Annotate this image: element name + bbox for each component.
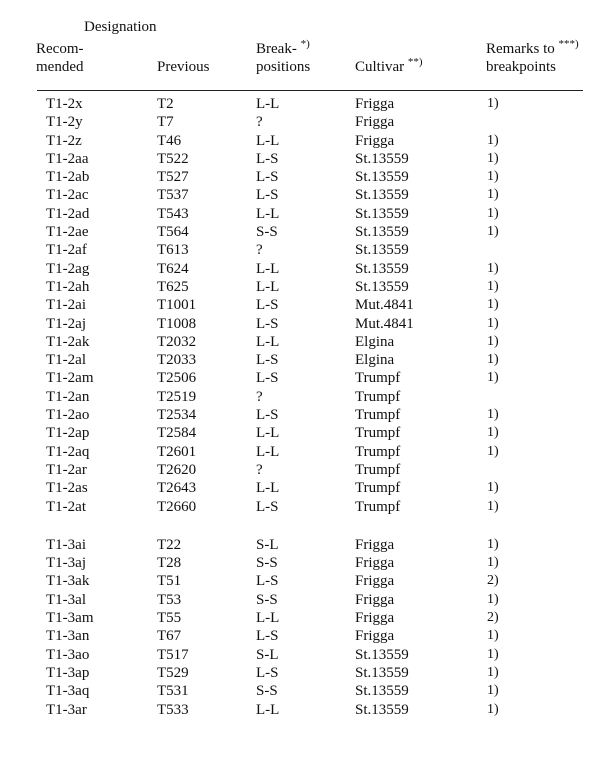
breakpositions-cell: S-S xyxy=(256,591,278,608)
remarks-footnote-mark: ***) xyxy=(558,38,579,50)
previous-cell: T46 xyxy=(157,132,182,149)
recommended-heading-line1: Recom- xyxy=(36,41,84,57)
cultivar-cell: St.13559 xyxy=(355,224,409,241)
remarks-cell: 1) xyxy=(487,370,499,386)
designation-heading: Designation xyxy=(84,19,157,35)
previous-cell: T537 xyxy=(157,187,189,204)
breakpositions-cell: L-L xyxy=(256,610,280,627)
previous-cell: T28 xyxy=(157,555,182,572)
recommended-cell: T1-2ab xyxy=(46,169,90,186)
table-row xyxy=(0,591,616,609)
recommended-cell: T1-2z xyxy=(46,132,82,149)
previous-cell: T7 xyxy=(157,114,174,131)
remarks-cell: 1) xyxy=(487,498,499,514)
table-row xyxy=(0,113,616,131)
previous-cell: T2 xyxy=(157,96,174,112)
cultivar-cell: St.13559 xyxy=(355,169,409,186)
table-row xyxy=(0,701,616,719)
recommended-cell: T1-2ae xyxy=(46,224,89,241)
previous-cell: T527 xyxy=(157,169,189,186)
remarks-heading-line2: breakpoints xyxy=(486,59,556,75)
previous-cell: T2534 xyxy=(157,407,197,424)
previous-cell: T55 xyxy=(157,610,182,627)
table-row xyxy=(0,369,616,387)
remarks-cell: 1) xyxy=(487,555,499,571)
breakpositions-cell: L-L xyxy=(256,96,280,112)
recommended-cell: T1-3ak xyxy=(46,573,90,590)
cultivar-cell: Trumpf xyxy=(355,388,401,405)
recommended-cell: T1-2ar xyxy=(46,461,87,478)
recommended-cell: T1-2aq xyxy=(46,443,90,460)
cultivar-cell: Elgina xyxy=(355,352,395,369)
table-row xyxy=(0,351,616,369)
breakpositions-cell: ? xyxy=(256,461,263,478)
break-heading-text: Break- xyxy=(256,41,297,57)
recommended-cell: T1-2ad xyxy=(46,205,90,222)
remarks-cell: 2) xyxy=(487,573,499,589)
cultivar-cell: Mut.4841 xyxy=(355,315,414,332)
breakpositions-cell: L-L xyxy=(256,132,280,149)
breakpositions-cell: S-S xyxy=(256,683,278,700)
table-row xyxy=(0,536,616,554)
break-footnote-mark: *) xyxy=(300,38,310,50)
table-row xyxy=(0,333,616,351)
recommended-cell: T1-3ao xyxy=(46,646,90,663)
breakpositions-cell: L-S xyxy=(256,407,279,424)
cultivar-cell: Trumpf xyxy=(355,407,401,424)
table-row xyxy=(0,223,616,241)
remarks-cell: 1) xyxy=(487,425,499,441)
breakpositions-cell: L-S xyxy=(256,628,279,645)
recommended-cell: T1-2x xyxy=(46,96,83,112)
recommended-cell: T1-2ac xyxy=(46,187,89,204)
remarks-cell: 1) xyxy=(487,683,499,699)
table-body xyxy=(0,95,616,719)
cultivar-cell: St.13559 xyxy=(355,646,409,663)
break-heading-line1 xyxy=(256,40,310,58)
breakpositions-cell: L-S xyxy=(256,370,279,387)
breakpositions-cell: L-S xyxy=(256,664,279,681)
previous-cell: T517 xyxy=(157,646,189,663)
table-row xyxy=(0,132,616,150)
remarks-cell: 1) xyxy=(487,96,499,111)
previous-cell: T2584 xyxy=(157,425,197,442)
table-row xyxy=(0,461,616,479)
table-row xyxy=(0,241,616,259)
breakpositions-cell: L-S xyxy=(256,150,279,167)
breakpositions-cell: L-S xyxy=(256,187,279,204)
previous-cell: T51 xyxy=(157,573,182,590)
recommended-cell: T1-2ah xyxy=(46,278,90,295)
recommended-cell: T1-2aa xyxy=(46,150,89,167)
previous-cell: T2643 xyxy=(157,480,197,497)
remarks-cell: 1) xyxy=(487,591,499,607)
cultivar-cell: Mut.4841 xyxy=(355,297,414,314)
recommended-cell: T1-3al xyxy=(46,591,86,608)
cultivar-cell: Trumpf xyxy=(355,425,401,442)
breakpositions-cell: S-S xyxy=(256,555,278,572)
breakpositions-cell: L-S xyxy=(256,315,279,332)
remarks-heading-text: Remarks to xyxy=(486,41,555,57)
cultivar-cell: Trumpf xyxy=(355,480,401,497)
recommended-cell: T1-2ao xyxy=(46,407,90,424)
previous-cell: T529 xyxy=(157,664,189,681)
cultivar-cell: Frigga xyxy=(355,536,395,553)
previous-cell: T624 xyxy=(157,260,189,277)
recommended-cell: T1-3am xyxy=(46,610,94,627)
breakpositions-cell: ? xyxy=(256,242,263,259)
remarks-cell: 1) xyxy=(487,352,499,368)
cultivar-heading-text: Cultivar xyxy=(355,59,405,75)
recommended-cell: T1-2ai xyxy=(46,297,86,314)
previous-cell: T2506 xyxy=(157,370,197,387)
table-row xyxy=(0,443,616,461)
recommended-cell: T1-2af xyxy=(46,242,87,259)
previous-cell: T625 xyxy=(157,278,189,295)
recommended-cell: T1-2as xyxy=(46,480,88,497)
previous-heading: Previous xyxy=(157,59,210,75)
cultivar-cell: Elgina xyxy=(355,333,395,350)
breakpositions-cell: ? xyxy=(256,388,263,405)
breakpositions-cell: L-L xyxy=(256,480,280,497)
cultivar-cell: St.13559 xyxy=(355,205,409,222)
break-heading-line2: positions xyxy=(256,59,311,75)
breakpositions-cell: L-L xyxy=(256,205,280,222)
table-row xyxy=(0,682,616,700)
table-row xyxy=(0,424,616,442)
recommended-cell: T1-3ar xyxy=(46,701,87,718)
table-row xyxy=(0,186,616,204)
cultivar-cell: Trumpf xyxy=(355,461,401,478)
breakpositions-cell: L-S xyxy=(256,352,279,369)
table-row xyxy=(0,498,616,516)
table-row xyxy=(0,554,616,572)
cultivar-cell: Trumpf xyxy=(355,443,401,460)
remarks-cell: 1) xyxy=(487,315,499,331)
cultivar-cell: Frigga xyxy=(355,573,395,590)
table-row xyxy=(0,646,616,664)
breakpositions-cell: S-L xyxy=(256,536,279,553)
previous-cell: T67 xyxy=(157,628,182,645)
breakpositions-cell: ? xyxy=(256,114,263,131)
recommended-cell: T1-2aj xyxy=(46,315,86,332)
cultivar-cell: Frigga xyxy=(355,114,395,131)
table-row xyxy=(0,315,616,333)
remarks-cell: 1) xyxy=(487,224,499,240)
breakpositions-cell: L-S xyxy=(256,169,279,186)
recommended-cell: T1-2am xyxy=(46,370,94,387)
recommended-cell: T1-3an xyxy=(46,628,90,645)
cultivar-cell: Frigga xyxy=(355,555,395,572)
table-row xyxy=(0,406,616,424)
recommended-cell: T1-2y xyxy=(46,114,83,131)
previous-cell: T2032 xyxy=(157,333,197,350)
table-row xyxy=(0,479,616,497)
cultivar-heading xyxy=(355,58,423,76)
table-row xyxy=(0,260,616,278)
cultivar-cell: St.13559 xyxy=(355,260,409,277)
table-row xyxy=(0,609,616,627)
header-rule xyxy=(37,90,583,91)
recommended-cell: T1-3ai xyxy=(46,536,86,553)
previous-cell: T543 xyxy=(157,205,189,222)
remarks-cell: 1) xyxy=(487,701,499,717)
recommended-cell: T1-2ak xyxy=(46,333,90,350)
remarks-cell: 1) xyxy=(487,297,499,313)
remarks-cell: 1) xyxy=(487,536,499,552)
remarks-cell: 1) xyxy=(487,278,499,294)
cultivar-cell: St.13559 xyxy=(355,150,409,167)
previous-cell: T522 xyxy=(157,150,189,167)
previous-cell: T2033 xyxy=(157,352,197,369)
previous-cell: T1001 xyxy=(157,297,197,314)
previous-cell: T53 xyxy=(157,591,182,608)
table-header xyxy=(0,0,616,90)
previous-cell: T531 xyxy=(157,683,189,700)
cultivar-cell: St.13559 xyxy=(355,187,409,204)
remarks-cell: 1) xyxy=(487,407,499,423)
cultivar-cell: Trumpf xyxy=(355,498,401,515)
remarks-cell: 1) xyxy=(487,628,499,644)
cultivar-cell: Frigga xyxy=(355,628,395,645)
cultivar-cell: St.13559 xyxy=(355,278,409,295)
breakpositions-cell: L-L xyxy=(256,278,280,295)
table-row xyxy=(0,296,616,314)
recommended-cell: T1-3ap xyxy=(46,664,90,681)
table-row xyxy=(0,388,616,406)
recommended-cell: T1-2ag xyxy=(46,260,90,277)
cultivar-cell: St.13559 xyxy=(355,664,409,681)
remarks-cell: 1) xyxy=(487,480,499,496)
previous-cell: T533 xyxy=(157,701,189,718)
breakpositions-cell: L-S xyxy=(256,297,279,314)
breakpositions-cell: L-L xyxy=(256,443,280,460)
remarks-cell: 1) xyxy=(487,664,499,680)
breakpositions-cell: L-S xyxy=(256,498,279,515)
recommended-cell: T1-2al xyxy=(46,352,86,369)
previous-cell: T1008 xyxy=(157,315,197,332)
cultivar-footnote-mark: **) xyxy=(407,56,423,68)
cultivar-cell: Frigga xyxy=(355,610,395,627)
remarks-cell: 2) xyxy=(487,610,499,626)
breakpositions-cell: L-L xyxy=(256,333,280,350)
table-row xyxy=(0,150,616,168)
recommended-cell: T1-2an xyxy=(46,388,90,405)
previous-cell: T2601 xyxy=(157,443,197,460)
cultivar-cell: Trumpf xyxy=(355,370,401,387)
remarks-cell: 1) xyxy=(487,150,499,166)
table-row xyxy=(0,168,616,186)
remarks-cell: 1) xyxy=(487,169,499,185)
remarks-cell: 1) xyxy=(487,187,499,203)
previous-cell: T564 xyxy=(157,224,189,241)
remarks-cell: 1) xyxy=(487,132,499,148)
recommended-cell: T1-2at xyxy=(46,498,86,515)
cultivar-cell: Frigga xyxy=(355,132,395,149)
table-row xyxy=(0,278,616,296)
cultivar-cell: Frigga xyxy=(355,591,395,608)
previous-cell: T2519 xyxy=(157,388,197,405)
remarks-cell: 1) xyxy=(487,260,499,276)
remarks-cell: 1) xyxy=(487,205,499,221)
previous-cell: T22 xyxy=(157,536,182,553)
recommended-cell: T1-3aj xyxy=(46,555,86,572)
remarks-cell: 1) xyxy=(487,646,499,662)
breakpositions-cell: L-L xyxy=(256,260,280,277)
breakpositions-cell: L-L xyxy=(256,425,280,442)
table-row xyxy=(0,664,616,682)
cultivar-cell: St.13559 xyxy=(355,242,409,259)
breakpositions-cell: L-L xyxy=(256,701,280,718)
breakpositions-cell: L-S xyxy=(256,573,279,590)
recommended-cell: T1-3aq xyxy=(46,683,90,700)
cultivar-cell: St.13559 xyxy=(355,683,409,700)
table-row xyxy=(0,627,616,645)
previous-cell: T2620 xyxy=(157,461,197,478)
recommended-heading-line2: mended xyxy=(36,59,84,75)
table-row xyxy=(0,572,616,590)
previous-cell: T613 xyxy=(157,242,189,259)
recommended-cell: T1-2ap xyxy=(46,425,90,442)
remarks-heading-line1 xyxy=(486,40,579,58)
breakpositions-cell: S-L xyxy=(256,646,279,663)
breakpositions-cell: S-S xyxy=(256,224,278,241)
remarks-cell: 1) xyxy=(487,443,499,459)
cultivar-cell: St.13559 xyxy=(355,701,409,718)
cultivar-cell: Frigga xyxy=(355,96,395,112)
table-row xyxy=(0,95,616,113)
remarks-cell: 1) xyxy=(487,333,499,349)
table-row xyxy=(0,205,616,223)
previous-cell: T2660 xyxy=(157,498,197,515)
